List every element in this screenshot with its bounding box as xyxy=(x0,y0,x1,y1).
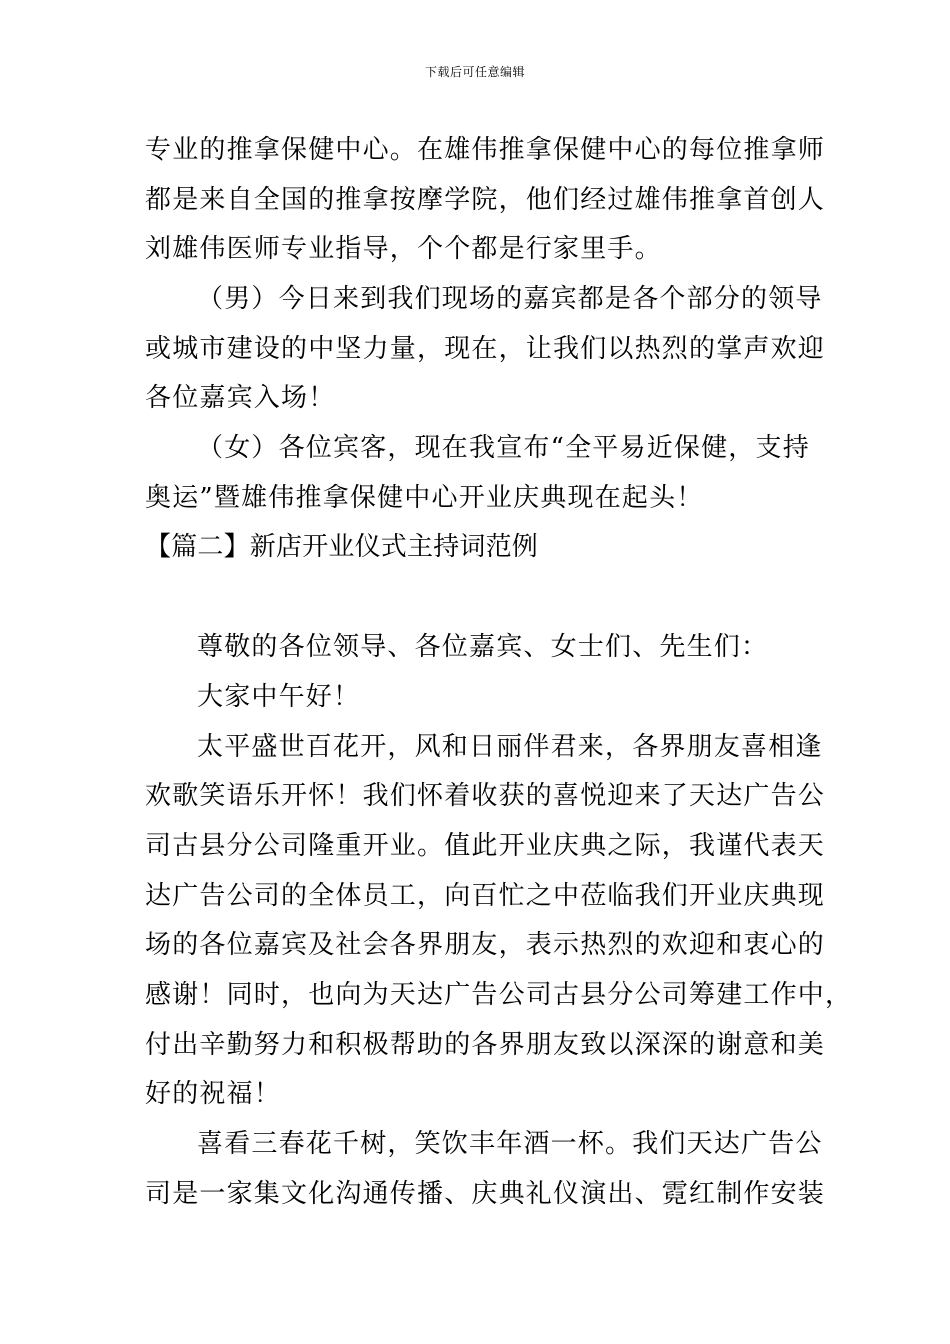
text-line: 司是一家集文化沟通传播、庆典礼仪演出、霓红制作安装 xyxy=(145,1179,826,1209)
text-line: 各位嘉宾入场！ xyxy=(145,383,336,413)
text-line: 或城市建设的中坚力量，现在，让我们以热烈的掌声欢迎 xyxy=(145,334,826,364)
text-line: 欢歌笑语乐开怀！我们怀着收获的喜悦迎来了天达广告公 xyxy=(145,781,826,811)
text-line: 都是来自全国的推拿按摩学院，他们经过雄伟推拿首创人 xyxy=(145,185,826,215)
page-header-note: 下载后可任意编辑 xyxy=(424,65,525,79)
text-line: 达广告公司的全体员工，向百忙之中莅临我们开业庆典现 xyxy=(145,881,826,911)
text-line: 感谢！同时，也向为天达广告公司古县分公司筹建工作中， xyxy=(145,980,853,1010)
text-line: 喜看三春花千树，笑饮丰年酒一杯。我们天达广告公 xyxy=(197,1129,823,1159)
section-heading: 【篇二】新店开业仪式主持词范例 xyxy=(145,532,539,562)
text-line: 场的各位嘉宾及社会各界朋友，表示热烈的欢迎和衷心的 xyxy=(145,930,826,960)
text-line: 太平盛世百花开，风和日丽伴君来，各界朋友喜相逢 xyxy=(197,732,823,762)
text-line: 奥运”暨雄伟推拿保健中心开业庆典现在起头！ xyxy=(145,483,704,513)
text-line: 司古县分公司隆重开业。值此开业庆典之际，我谨代表天 xyxy=(145,831,826,861)
text-line: 尊敬的各位领导、各位嘉宾、女士们、先生们： xyxy=(197,632,769,662)
text-line: （男）今日来到我们现场的嘉宾都是各个部分的领导 xyxy=(197,284,823,314)
text-line: 大家中午好！ xyxy=(197,682,361,712)
text-line: 刘雄伟医师专业指导，个个都是行家里手。 xyxy=(145,234,662,264)
text-line: 专业的推拿保健中心。在雄伟推拿保健中心的每位推拿师 xyxy=(145,135,826,165)
text-line: 好的祝福！ xyxy=(145,1079,282,1109)
text-line: （女）各位宾客，现在我宣布“全平易近保健，支持 xyxy=(197,433,810,463)
text-line: 付出辛勤努力和积极帮助的各界朋友致以深深的谢意和美 xyxy=(145,1030,826,1060)
